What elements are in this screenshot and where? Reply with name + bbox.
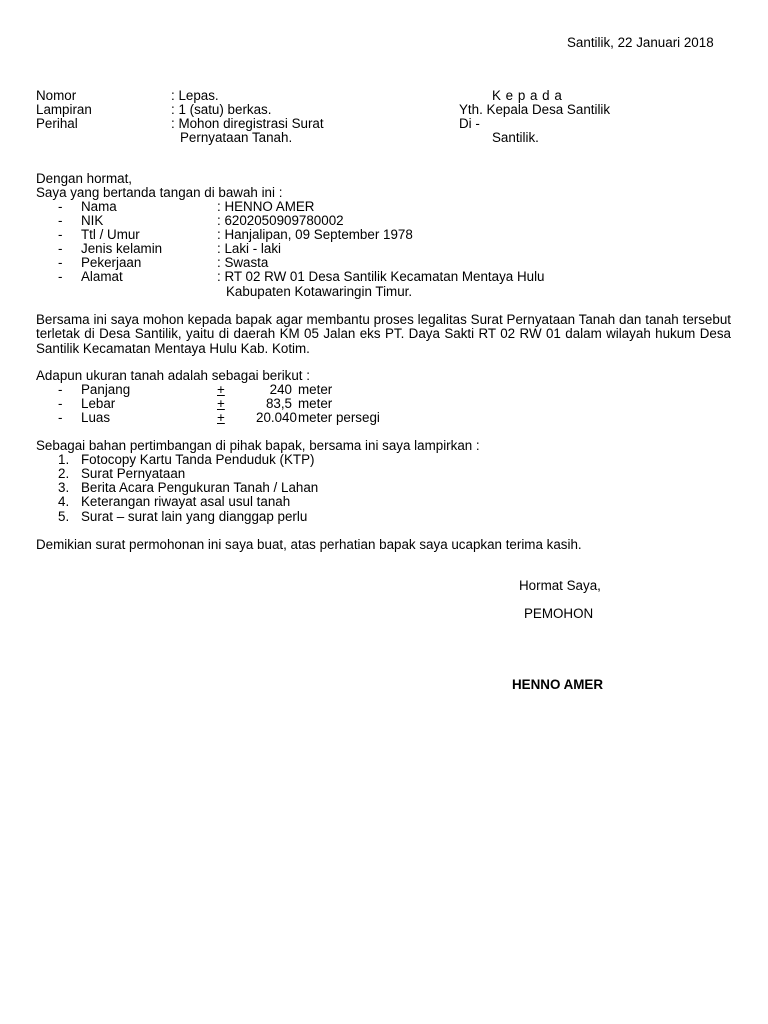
size-label: Luas <box>81 410 111 425</box>
size-value: 20.040 <box>256 410 297 425</box>
closing-paragraph: Demikian surat permohonan ini saya buat, atas perhatian bapak saya ucapkan terima kasih. <box>36 537 582 552</box>
plus-minus-sign: + <box>217 396 225 411</box>
nomor-label: Nomor <box>36 88 77 103</box>
list-dash: - <box>58 410 63 425</box>
attachment-number: 3. <box>58 480 70 495</box>
list-dash: - <box>58 241 63 256</box>
recipient-kepada: K e p a d a <box>492 88 563 103</box>
identity-label: NIK <box>81 213 104 228</box>
letter-date: Santilik, 22 Januari 2018 <box>567 35 714 50</box>
identity-value: : HENNO AMER <box>217 199 315 214</box>
attachment-number: 4. <box>58 494 70 509</box>
size-unit: meter persegi <box>298 410 380 425</box>
size-value: 83,5 <box>265 396 292 411</box>
body-paragraph: Bersama ini saya mohon kepada bapak agar membantu proses legalitas Surat Pernyataan Tanah dan tanah tersebut terletak di Desa Santilik, yaitu di daerah KM 05 Jalan eks PT. Daya Sakti RT 02 RW 01 dalam wilayah hukum Desa Santilik Kecamatan Mentaya Hulu Kab. Kotim. <box>36 312 731 356</box>
nomor-value: : Lepas. <box>171 88 219 103</box>
identity-value: : Hanjalipan, 09 September 1978 <box>217 227 413 242</box>
identity-alamat-line2: Kabupaten Kotawaringin Timur. <box>226 284 413 299</box>
attachment-text: Surat Pernyataan <box>81 466 186 481</box>
size-label: Panjang <box>81 382 131 397</box>
identity-label: Jenis kelamin <box>81 241 163 256</box>
recipient-title: Yth. Kepala Desa Santilik <box>459 102 611 117</box>
list-dash: - <box>58 213 63 228</box>
identity-label: Alamat <box>81 269 123 284</box>
size-unit: meter <box>298 396 333 411</box>
size-value: 240 <box>269 382 292 397</box>
identity-label: Pekerjaan <box>81 255 142 270</box>
identity-value: : RT 02 RW 01 Desa Santilik Kecamatan Mentaya Hulu <box>217 269 545 284</box>
signature-regards: Hormat Saya, <box>519 578 601 593</box>
attachment-number: 1. <box>58 452 70 467</box>
signature-role: PEMOHON <box>524 606 594 621</box>
identity-label: Ttl / Umur <box>81 227 140 242</box>
recipient-place: Santilik. <box>492 130 539 145</box>
plus-minus-sign: + <box>217 382 225 397</box>
perihal-value-2: Pernyataan Tanah. <box>180 130 293 145</box>
size-intro: Adapun ukuran tanah adalah sebagai berikut : <box>36 368 310 383</box>
list-dash: - <box>58 382 63 397</box>
signature-name: HENNO AMER <box>512 677 604 692</box>
attachment-text: Berita Acara Pengukuran Tanah / Lahan <box>81 480 319 495</box>
list-dash: - <box>58 199 63 214</box>
identity-value: : Laki - laki <box>217 241 281 256</box>
plus-minus-sign: + <box>217 410 225 425</box>
greeting: Dengan hormat, <box>36 171 133 186</box>
attachment-text: Fotocopy Kartu Tanda Penduduk (KTP) <box>81 452 315 467</box>
identity-value: : Swasta <box>217 255 269 270</box>
perihal-label: Perihal <box>36 116 78 131</box>
size-label: Lebar <box>81 396 116 411</box>
attachments-intro: Sebagai bahan pertimbangan di pihak bapak, bersama ini saya lampirkan : <box>36 438 480 453</box>
identity-value: : 6202050909780002 <box>217 213 344 228</box>
list-dash: - <box>58 269 63 284</box>
perihal-value-1: : Mohon diregistrasi Surat <box>171 116 324 131</box>
list-dash: - <box>58 255 63 270</box>
identity-label: Nama <box>81 199 117 214</box>
recipient-di: Di - <box>459 116 480 131</box>
attachment-number: 5. <box>58 509 70 524</box>
lampiran-label: Lampiran <box>36 102 92 117</box>
list-dash: - <box>58 227 63 242</box>
lampiran-value: : 1 (satu) berkas. <box>171 102 272 117</box>
attachment-text: Keterangan riwayat asal usul tanah <box>81 494 291 509</box>
list-dash: - <box>58 396 63 411</box>
attachment-number: 2. <box>58 466 70 481</box>
size-unit: meter <box>298 382 333 397</box>
intro-line: Saya yang bertanda tangan di bawah ini : <box>36 185 283 200</box>
attachment-text: Surat – surat lain yang dianggap perlu <box>81 509 308 524</box>
